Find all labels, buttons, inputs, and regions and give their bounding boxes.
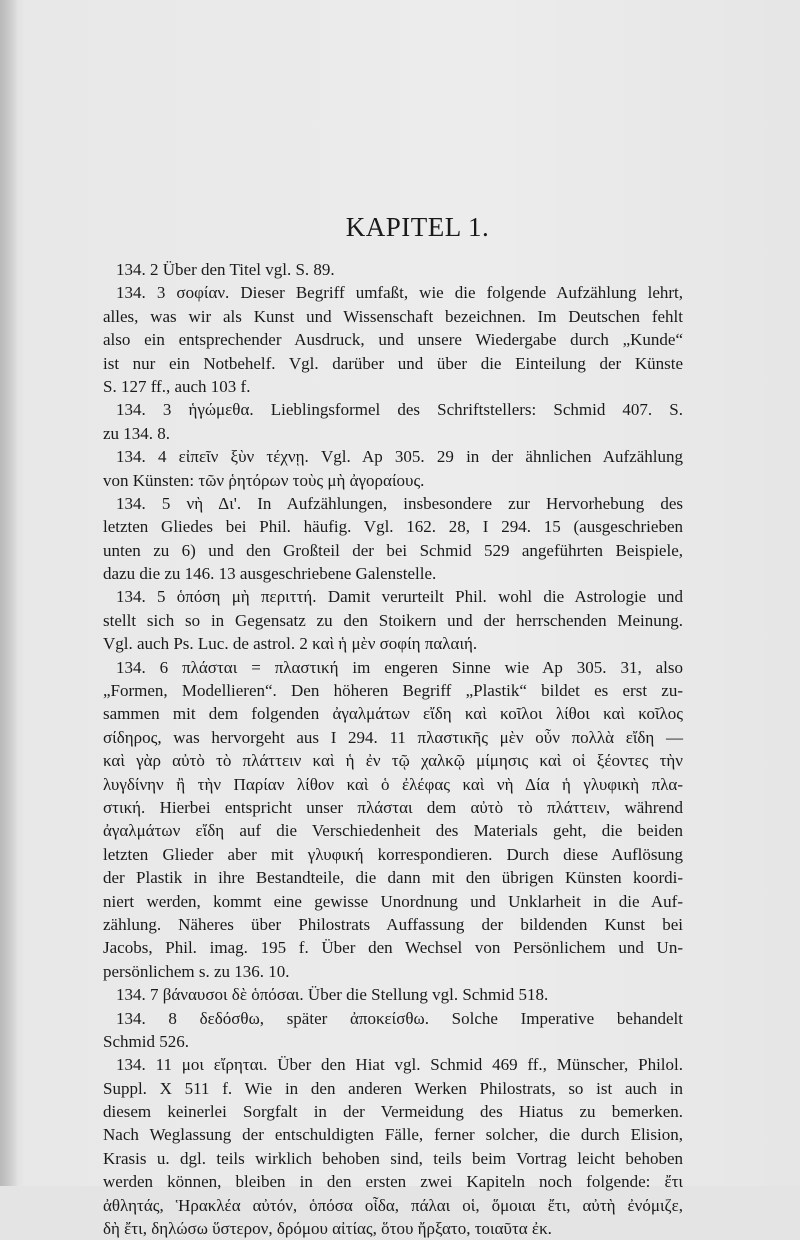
text-line: zählung. Näheres über Philostrats Auffassung der bildenden Kunst bei <box>103 914 683 934</box>
text-line: στική. Hierbei entspricht unser πλάσται dem αὐτὸ τὸ πλάττειν, während <box>103 797 683 817</box>
text-line: 134. 5 ὁπόση μὴ περιττή. Damit verurteilt Phil. wohl die Astrologie und <box>116 587 683 607</box>
chapter-title: KAPITEL 1. <box>345 212 490 242</box>
text-line: niert werden, kommt eine gewisse Unordnung und Unklarheit in die Auf- <box>103 891 683 911</box>
text-line: 134. 7 βάναυσοι δὲ ὁπόσαι. Über die Stellung vgl. Schmid 518. <box>116 985 549 1005</box>
text-line: λυγδίνην ἢ τὴν Παρίαν λίθον καὶ ὁ ἐλέφας καὶ νὴ Δία ἡ γλυφικὴ πλα- <box>103 774 683 794</box>
text-line: ist nur ein Notbehelf. Vgl. darüber und über die Einteilung der Künste <box>103 353 683 373</box>
text-line: S. 127 ff., auch 103 f. <box>103 376 251 396</box>
text-line: 134. 3 σοφίαν. Dieser Begriff umfaßt, wie die folgende Aufzählung lehrt, <box>116 283 683 303</box>
text-line: letzten Glieder aber mit γλυφική korrespondieren. Durch diese Auflösung <box>103 844 683 864</box>
text-line: unten zu 6) und den Großteil der bei Schmid 529 angeführten Beispiele, <box>103 540 683 560</box>
text-line: 134. 5 νὴ Δι'. In Aufzählungen, insbesondere zur Hervorhebung des <box>116 493 683 513</box>
text-line: Nach Weglassung der entschuldigten Fälle, ferner solcher, die durch Elision, <box>103 1125 683 1145</box>
text-line: von Künsten: τῶν ῥητόρων τοὺς μὴ ἀγοραίους. <box>103 470 425 490</box>
text-line: καὶ γὰρ αὐτὸ τὸ πλάττειν καὶ ἡ ἐν τῷ χαλκῷ μίμησις καὶ οἱ ξέοντες τὴν <box>103 751 683 771</box>
text-line: σίδηρος, was hervorgeht aus I 294. 11 πλαστικῆς μὲν οὖν πολλὰ εἴδη — <box>103 727 683 747</box>
text-line: Jacobs, Phil. imag. 195 f. Über den Wechsel von Persönlichem und Un- <box>103 938 683 958</box>
text-line: dazu die zu 146. 13 ausgeschriebene Galenstelle. <box>103 564 437 584</box>
text-line: sammen mit dem folgenden ἀγαλμάτων εἴδη καὶ κοῖλοι λίθοι καὶ κοῖλος <box>103 704 683 724</box>
text-line: ἀγαλμάτων εἴδη auf die Verschiedenheit des Materials geht, die beiden <box>103 821 683 841</box>
text-line: Suppl. X 511 f. Wie in den anderen Werken Philostrats, so ist auch in <box>103 1078 683 1098</box>
text-line: ἀθλητάς, Ἡρακλέα αὐτόν, ὁπόσα οἶδα, πάλαι οἱ, ὅμοιαι ἔτι, αὐτὴ ἐνόμιζε, <box>103 1195 683 1215</box>
text-line: 134. 8 δεδόσθω, später ἀποκείσθω. Solche Imperative behandelt <box>116 1008 683 1028</box>
text-line: 134. 2 Über den Titel vgl. S. 89. <box>116 260 335 279</box>
text-line: stellt sich so in Gegensatz zu den Stoikern und der herrschenden Meinung. <box>103 610 683 630</box>
text-line: zu 134. 8. <box>103 423 171 443</box>
text-line: der Plastik in ihre Bestandteile, die dann mit den übrigen Künsten koordi- <box>103 868 683 888</box>
text-line: Krasis u. dgl. teils wirklich behoben sind, teils beim Vortrag leicht behoben <box>103 1148 683 1168</box>
commentary-text <box>103 258 683 1240</box>
text-line: 134. 11 μοι εἴρηται. Über den Hiat vgl. Schmid 469 ff., Münscher, Philol. <box>116 1055 683 1075</box>
text-line: 134. 4 εἰπεῖν ξὺν τέχνῃ. Vgl. Ap 305. 29 in der ähnlichen Aufzählung <box>116 447 683 467</box>
text-line: δὴ ἔτι, δηλώσω ὕστερον, δρόμου αἰτίας, ὅτου ἤρξατο, τοιαῦτα ἐκ. <box>103 1219 552 1239</box>
text-line: letzten Gliedes bei Phil. häufig. Vgl. 162. 28, I 294. 15 (ausgeschrieben <box>103 517 683 537</box>
text-line: werden können, bleiben in den ersten zwei Kapiteln noch folgende: ἔτι <box>103 1172 683 1192</box>
text-line: Schmid 526. <box>103 1031 189 1051</box>
text-line: alles, was wir als Kunst und Wissenschaft bezeichnen. Im Deutschen fehlt <box>103 306 683 326</box>
text-line: 134. 6 πλάσται = πλαστική im engeren Sinne wie Ap 305. 31, also <box>116 657 683 677</box>
text-line: Vgl. auch Ps. Luc. de astrol. 2 καὶ ἡ μὲν σοφίη παλαιή. <box>103 634 478 654</box>
text-line: also ein entsprechender Ausdruck, und unsere Wiedergabe durch „Kunde“ <box>103 330 683 350</box>
text-line: persönlichem s. zu 136. 10. <box>103 961 290 981</box>
text-line: diesem keinerlei Sorgfalt in der Vermeidung des Hiatus zu bemerken. <box>103 1102 683 1122</box>
text-line: „Formen, Modellieren“. Den höheren Begriff „Plastik“ bildet es erst zu- <box>103 681 683 701</box>
text-line: 134. 3 ἡγώμεθα. Lieblingsformel des Schriftstellers: Schmid 407. S. <box>116 400 683 420</box>
book-spine-shadow <box>0 0 18 1186</box>
